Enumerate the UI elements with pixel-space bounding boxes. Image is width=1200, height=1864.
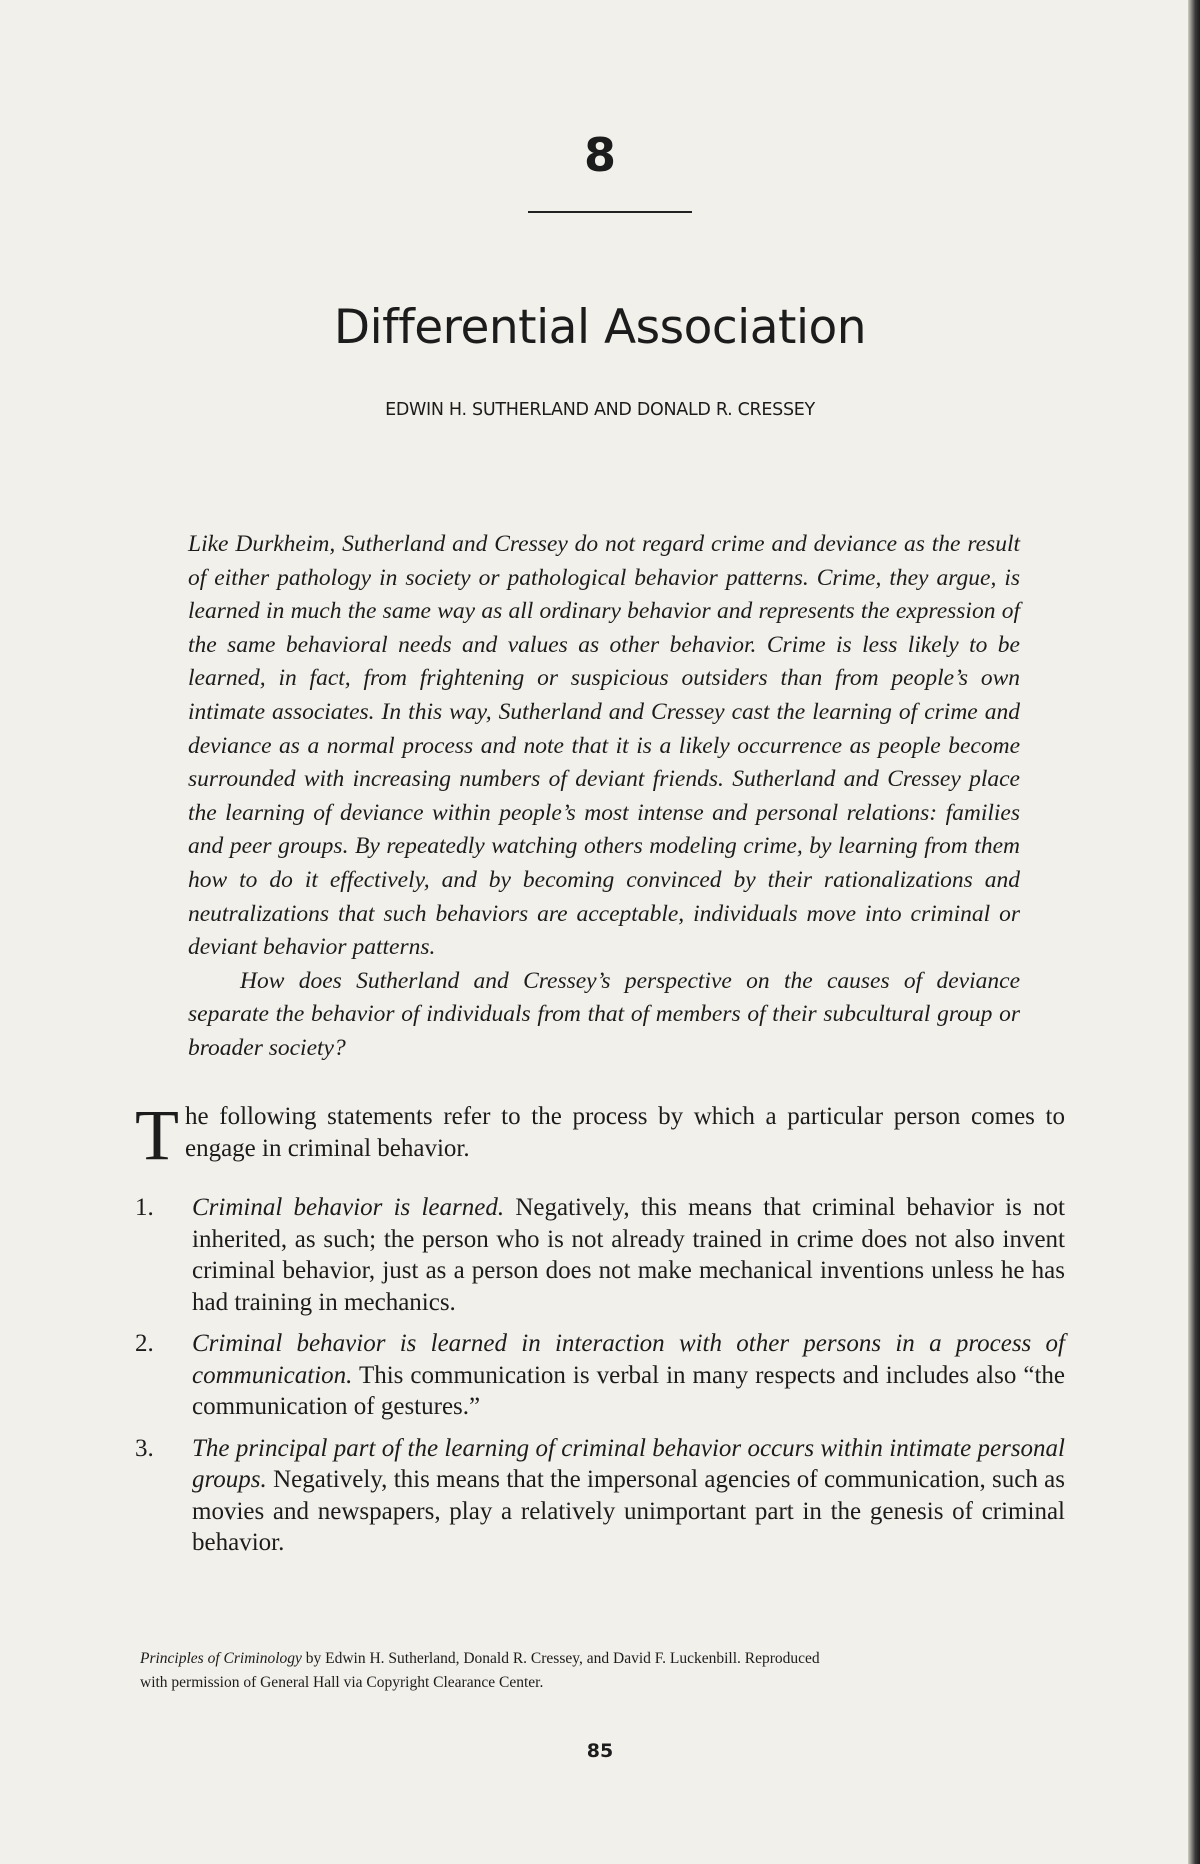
footnote-text: by Edwin H. Sutherland, Donald R. Cressey, and David F. Luckenbill. Reproduced with permission of General Hall via Copyright Clearance Center. — [140, 1650, 820, 1691]
lead-paragraph — [135, 1095, 1065, 1175]
list-item — [135, 1328, 1065, 1423]
list-item — [135, 1192, 1065, 1318]
page-edge-shadow — [1188, 0, 1200, 1864]
item-text: This communication is verbal in many respects and includes also “the communication of gestures.” — [192, 1361, 1065, 1420]
chapter-number: 8 — [583, 128, 616, 182]
item-number: 1. — [135, 1194, 154, 1221]
page-number: 85 — [586, 1740, 614, 1762]
item-number: 3. — [135, 1434, 154, 1462]
item-text: Negatively, this means that the impersonal agencies of communication, such as movies and newspapers, play a relatively unimportant part in the genesis of criminal behavior. — [192, 1466, 1065, 1556]
statement-list — [135, 1192, 1065, 1569]
list-item — [135, 1433, 1065, 1559]
intro-question: How does Sutherland and Cressey’s perspective on the causes of deviance separate the behavior of individuals from that of members of their subcultural group or broader society? — [188, 967, 1020, 1061]
footnote-book-title: Principles of Criminology — [140, 1650, 302, 1667]
item-text: Negatively, this means that criminal behavior is not inherited, as such; the person who is not already trained in crime does not also invent criminal behavior, just as a person does not make mechanical inventions unless he has had training in mechanics. — [192, 1194, 1065, 1316]
chapter-authors: EDWIN H. SUTHERLAND AND DONALD R. CRESSEY — [385, 400, 815, 420]
drop-cap: T — [135, 1095, 179, 1175]
item-heading: Criminal behavior is learned. — [192, 1194, 505, 1221]
item-heading: Criminal behavior is learned in interaction with other persons in a process of communication. — [192, 1330, 1065, 1389]
item-number: 2. — [135, 1330, 154, 1357]
item-heading: The principal part of the learning of criminal behavior occurs within intimate personal groups. — [192, 1434, 1065, 1493]
chapter-title: Differential Association — [333, 300, 867, 355]
intro-paragraph: Like Durkheim, Sutherland and Cressey do not regard crime and deviance as the result of either pathology in society or pathological behavior patterns. Crime, they argue, is learned in much the same way as all ordinary behavior and represents the expression of the same behavioral needs and values as other behavior. Crime is less likely to be learned, in fact, from frightening or suspicious outsiders than from people’s own intimate associates. In this way, Sutherland and Cressey cast the learning of crime and deviance as a normal process and note that it is a likely occurrence as people become surrounded with increasing numbers of deviant friends. Sutherland and Cressey place the learning of deviance within people’s most intense and personal relations: families and peer groups. By repeatedly watching others modeling crime, by learning from them how to do it effectively, and by becoming convinced by their rationalizations and neutralizations that such behaviors are acceptable, individuals move into criminal or deviant behavior patterns. — [188, 531, 1020, 961]
chapter-divider — [528, 211, 692, 213]
source-footnote — [140, 1647, 840, 1695]
chapter-introduction — [188, 528, 1020, 1066]
lead-text: he following statements refer to the process by which a particular person comes to engage in criminal behavior. — [184, 1103, 1065, 1162]
